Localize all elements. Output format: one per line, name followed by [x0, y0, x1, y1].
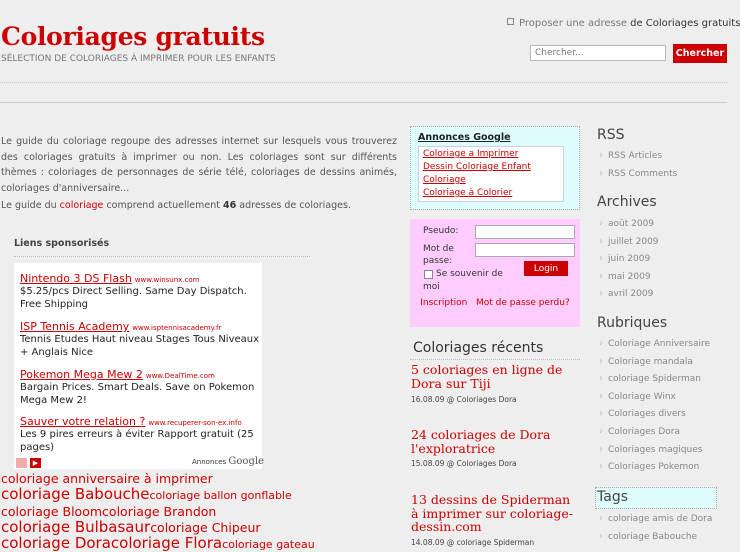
rss-comments-link[interactable]: › RSS Comments: [597, 165, 677, 183]
bullet-square-icon: [507, 18, 514, 25]
ad-domain[interactable]: www.DealTime.com: [145, 372, 215, 380]
ad-title[interactable]: Nintendo 3 DS Flash: [20, 272, 132, 285]
recent-post-title[interactable]: 24 coloriages de Dora l'exploratrice: [411, 427, 551, 456]
pseudo-input[interactable]: [475, 225, 575, 239]
count-prefix: Le guide du: [1, 200, 57, 211]
archive-link[interactable]: › avril 2009: [597, 285, 659, 303]
lost-password-link[interactable]: Mot de passe perdu?: [475, 298, 570, 308]
register-link[interactable]: Inscription: [420, 298, 468, 308]
search-input[interactable]: [530, 45, 666, 61]
header-divider: [0, 82, 727, 83]
archive-link[interactable]: › août 2009: [597, 215, 659, 233]
tags-list: [597, 510, 712, 545]
remember-label: Se souvenir de moi: [423, 269, 503, 292]
count-suffix: adresses de coloriages.: [239, 200, 351, 211]
ad-next-button[interactable]: [30, 458, 41, 468]
site-tagline: SÉLECTION DE COLORIAGES À IMPRIMER POUR LES ENFANTS: [1, 54, 276, 64]
google-ads-title[interactable]: Annonces Google: [418, 132, 511, 143]
site-title[interactable]: Coloriages gratuits: [1, 22, 265, 51]
sponsored-divider: [14, 256, 310, 257]
ad-item: [20, 267, 260, 311]
count-middle: comprend actuellement: [106, 200, 220, 211]
rubrique-link[interactable]: › Coloriages magiques: [597, 441, 710, 459]
google-ad-link[interactable]: Coloriage: [423, 175, 466, 185]
rubrique-link[interactable]: › Coloriages Dora: [597, 423, 710, 441]
rubrique-link[interactable]: › Coloriages divers: [597, 405, 710, 423]
tags-heading: Tags: [597, 489, 628, 505]
ad-text: Tennis Etudes Haut niveau Stages Tous Niveaux + Anglais Nice: [20, 334, 260, 358]
rubrique-link[interactable]: › Coloriages Pokemon: [597, 458, 710, 476]
tag-link[interactable]: coloriage Chipeur: [150, 520, 261, 535]
tag-link[interactable]: coloriage ballon gonflable: [149, 489, 292, 502]
tag-link[interactable]: coloriage gateau: [222, 538, 315, 551]
tag-item[interactable]: › coloriage amis de Dora: [597, 510, 712, 528]
search-button[interactable]: Chercher: [673, 44, 727, 63]
chevron-right-icon: ▶: [32, 459, 39, 467]
content-divider: [0, 102, 727, 103]
tag-item[interactable]: › coloriage Babouche: [597, 528, 712, 546]
count-line: [1, 200, 351, 211]
recent-divider: [410, 359, 580, 360]
count-number: 46: [223, 200, 237, 211]
tag-link[interactable]: coloriage Bloom: [1, 504, 103, 519]
ad-item: [20, 315, 260, 359]
ad-domain[interactable]: www.winsunx.com: [134, 276, 200, 284]
recent-post-title[interactable]: 13 dessins de Spiderman à imprimer sur coloriage-dessin.com: [411, 492, 573, 534]
google-ads-links: [418, 146, 564, 202]
archive-link[interactable]: › juin 2009: [597, 250, 659, 268]
rss-list: [597, 147, 677, 182]
ad-domain[interactable]: www.isptennisacademy.fr: [132, 324, 222, 332]
archive-link[interactable]: › mai 2009: [597, 268, 659, 286]
password-input[interactable]: [475, 243, 575, 257]
google-ad-link[interactable]: Coloriage a Imprimer: [423, 149, 519, 159]
rubriques-list: [597, 335, 710, 476]
ad-footer-label: Annonces: [192, 458, 227, 466]
rubrique-link[interactable]: › coloriage Spiderman: [597, 370, 710, 388]
ad-item: [20, 410, 260, 454]
recent-post-meta: 15.08.09 @ Coloriages Dora: [411, 459, 517, 468]
tag-cloud: [1, 470, 319, 552]
ad-text: Les 9 pires erreurs à éviter Rapport gratuit (25 pages): [20, 429, 254, 453]
pseudo-label: Pseudo:: [423, 226, 459, 236]
propose-strong: de Coloriages gratuits: [630, 18, 740, 29]
rubrique-link[interactable]: › Coloriage Anniversaire: [597, 335, 710, 353]
propose-label: Proposer une adresse: [519, 18, 628, 29]
tag-link[interactable]: coloriage anniversaire à imprimer: [1, 471, 213, 486]
propose-address-link[interactable]: [507, 18, 740, 29]
rubrique-link[interactable]: › Coloriage mandala: [597, 353, 710, 371]
ad-domain[interactable]: www.recuperer-son-ex.info: [148, 419, 242, 427]
login-links: [410, 297, 580, 310]
google-ad-link[interactable]: Coloriage à Colorier: [423, 188, 513, 198]
tag-link[interactable]: coloriage Babouche: [1, 485, 150, 503]
archive-link[interactable]: › juillet 2009: [597, 233, 659, 251]
tag-link[interactable]: coloriage Dora: [1, 534, 111, 552]
archives-heading: Archives: [597, 194, 657, 210]
ad-title[interactable]: Sauver votre relation ?: [20, 415, 146, 428]
ad-item: [20, 363, 260, 407]
tag-link[interactable]: coloriage Brandon: [102, 504, 217, 519]
tag-link[interactable]: coloriage Bulbasaur: [1, 518, 151, 536]
password-label: Mot de passe:: [423, 244, 454, 266]
ad-text: Bargain Prices. Smart Deals. Save on Pokemon Mega Mew 2!: [20, 382, 255, 406]
rubrique-link[interactable]: › Coloriage Winx: [597, 388, 710, 406]
recent-title: Coloriages récents: [413, 340, 544, 356]
login-button[interactable]: Login: [524, 261, 568, 276]
rubriques-heading: Rubriques: [597, 315, 668, 331]
recent-post-title[interactable]: 5 coloriages en ligne de Dora sur Tiji: [411, 362, 563, 391]
google-logo: Google: [228, 456, 264, 467]
recent-post-meta: 16.08.09 @ Coloriages Dora: [411, 395, 517, 404]
ad-box: [14, 263, 262, 469]
rss-heading: RSS: [597, 127, 625, 143]
ad-text: $5.25/pcs Direct Selling. Same Day Dispatch. Free Shipping: [20, 286, 247, 310]
ad-title[interactable]: ISP Tennis Academy: [20, 320, 130, 333]
intro-text: Le guide du coloriage regoupe des adresses internet sur lesquels vous trouverez des coloriages gratuits à imprimer ou non. Les coloriages sont sur différents thèmes : coloriages de personnages de série télé, coloriages de dessins animés, coloriages d'anniversaire...: [1, 136, 397, 194]
rss-articles-link[interactable]: › RSS Articles: [597, 147, 677, 165]
archives-list: [597, 215, 659, 303]
ad-title[interactable]: Pokemon Mega Mew 2: [20, 368, 143, 381]
sponsored-title: Liens sponsorisés: [14, 238, 110, 249]
ad-prev-button[interactable]: [16, 458, 27, 468]
tag-link[interactable]: coloriage Flora: [110, 534, 223, 552]
ad-footer[interactable]: [192, 456, 264, 467]
coloriage-link[interactable]: coloriage: [59, 200, 104, 211]
recent-post-meta: 14.08.09 @ coloriage Spiderman: [411, 538, 535, 547]
google-ad-link[interactable]: Dessin Coloriage Enfant: [423, 162, 531, 172]
